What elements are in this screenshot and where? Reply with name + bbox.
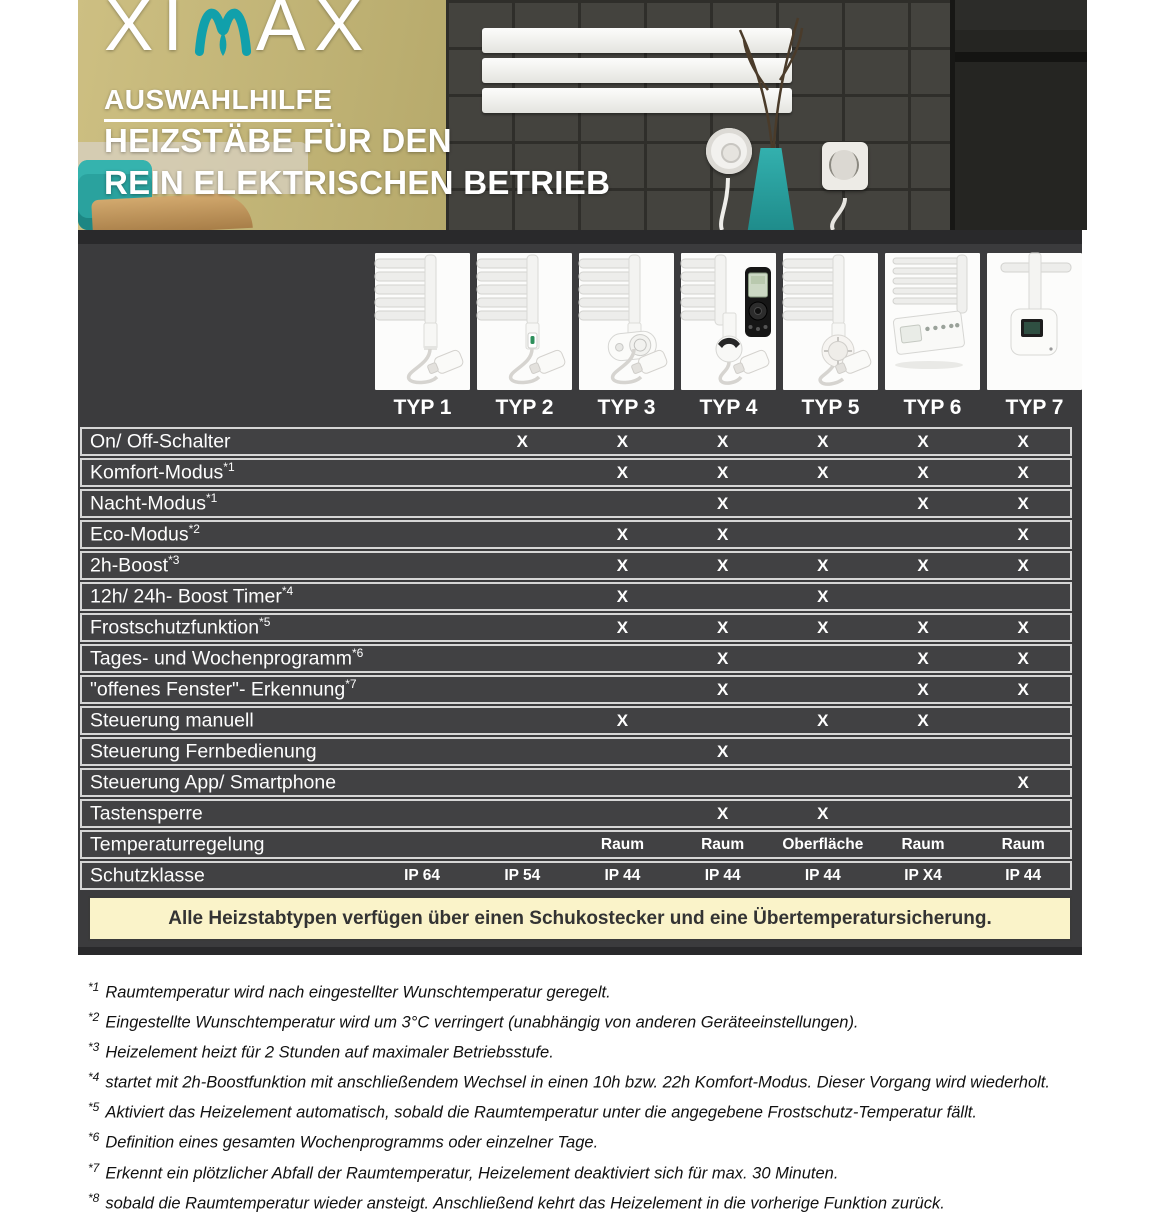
feature-cell-typ-4: X — [716, 679, 729, 699]
footnote-8: $^{*8}$ sobald die Raumtemperatur wieder ansteigt. Anschließend kehrt das Heizelement in die vorherige Funktion zurück. — [88, 1190, 945, 1213]
product-card-heating-rod-wall-box — [987, 253, 1082, 390]
feature-cell-typ-4: X — [716, 617, 729, 637]
hero-photo-banner — [78, 0, 1082, 230]
section-top-edge — [78, 230, 1082, 244]
feature-cell-typ-4: X — [716, 493, 729, 513]
feature-cell-typ-3: X — [616, 431, 629, 451]
heating-rod-switch-icon — [477, 253, 572, 390]
footnotes-section — [78, 979, 1092, 1213]
feature-label: Steuerung manuell — [90, 709, 254, 732]
feature-cell-typ-7: X — [1017, 431, 1029, 451]
feature-row-8 — [80, 644, 1072, 673]
feature-label: Tastensperre — [90, 802, 203, 825]
feature-cell-typ-7: X — [1017, 524, 1029, 544]
feature-label: Komfort-Modus$^{*1}$ — [90, 460, 235, 484]
feature-row-15 — [80, 861, 1072, 890]
feature-row-4 — [80, 520, 1072, 549]
footnote-5: $^{*5}$ Aktiviert das Heizelement automatisch, sobald die Raumtemperatur unter die angegebene Frostschutz-Temperatur fällt. — [88, 1100, 977, 1122]
feature-cell-typ-4: X — [716, 555, 729, 575]
column-header-typ-4: TYP 4 — [699, 396, 758, 419]
product-card-heating-rod-switch — [477, 253, 572, 390]
feature-cell-typ-7: Raum — [1001, 835, 1045, 853]
feature-cell-typ-5: X — [817, 462, 829, 482]
feature-cell-typ-4: X — [716, 431, 729, 451]
feature-label: Eco-Modus$^{*2}$ — [90, 522, 200, 546]
feature-cell-typ-7: X — [1017, 648, 1029, 668]
column-header-typ-2: TYP 2 — [495, 396, 554, 419]
feature-label: 12h/ 24h- Boost Timer$^{*4}$ — [90, 584, 294, 608]
product-card-heating-rod-dial-control — [579, 253, 674, 390]
hero-title-line-1: HEIZSTÄBE FÜR DEN — [104, 122, 452, 159]
hero-kicker: AUSWAHLHILFE — [104, 84, 332, 122]
feature-cell-typ-4: X — [716, 741, 729, 761]
column-header-typ-7: TYP 7 — [1005, 396, 1064, 419]
feature-cell-typ-4: Raum — [701, 835, 745, 853]
feature-cell-typ-5: X — [817, 710, 829, 730]
feature-cell-typ-6: X — [917, 431, 929, 451]
footnote-3: $^{*3}$ Heizelement heizt für 2 Stunden auf maximaler Betriebsstufe. — [88, 1040, 554, 1062]
heating-rod-remote-control-icon — [681, 253, 776, 390]
product-card-row — [375, 253, 1082, 390]
feature-cell-typ-2: X — [516, 431, 528, 451]
feature-cell-typ-6: X — [917, 555, 929, 575]
feature-row-11 — [80, 737, 1072, 766]
feature-row-2 — [80, 458, 1072, 487]
footnote-7: $^{*7}$ Erkennt ein plötzlicher Abfall der Raumtemperatur, Heizelement deaktiviert sich für max. 30 Minuten. — [88, 1160, 839, 1183]
feature-row-9 — [80, 675, 1072, 704]
feature-label: Steuerung App/ Smartphone — [90, 771, 337, 794]
feature-row-10 — [80, 706, 1072, 735]
feature-cell-typ-6: X — [917, 710, 929, 730]
logo-text-prefix: XI — [104, 0, 192, 66]
feature-cell-typ-6: X — [917, 648, 929, 668]
feature-row-5 — [80, 551, 1072, 580]
info-banner: Alle Heizstabtypen verfügen über einen Schukostecker und eine Übertemperatursicherung. — [88, 896, 1072, 941]
dark-furniture-decor — [950, 0, 1087, 230]
feature-cell-typ-3: X — [616, 710, 629, 730]
feature-cell-typ-7: X — [1017, 555, 1029, 575]
footnote-2: $^{*2}$ Eingestellte Wunschtemperatur wird um 3°C verringert (unabhängig von anderen Geräteeinstellungen). — [88, 1010, 859, 1032]
feature-cell-typ-6: Raum — [901, 835, 945, 853]
feature-label: On/ Off-Schalter — [90, 430, 231, 453]
feature-cell-typ-4: X — [716, 803, 729, 823]
feature-cell-typ-3: X — [616, 586, 629, 606]
feature-row-13 — [80, 799, 1072, 828]
feature-cell-typ-5: X — [817, 803, 829, 823]
feature-cell-typ-3: IP 44 — [604, 866, 641, 884]
branches-decor — [678, 0, 828, 160]
feature-cell-typ-3: X — [616, 555, 629, 575]
feature-label: Tages- und Wochenprogramm$^{*6}$ — [90, 646, 364, 670]
feature-cell-typ-7: IP 44 — [1005, 866, 1042, 884]
product-card-heating-rod-remote-control — [681, 253, 776, 390]
footnote-4: $^{*4}$ startet mit 2h-Boostfunktion mit anschließendem Wechsel in einen 10h bzw. 22h Komfort-Modus. Dieser Vorgang wird wiederholt. — [88, 1070, 1050, 1092]
footnote-1: $^{*1}$ Raumtemperatur wird nach eingestellter Wunschtemperatur geregelt. — [88, 980, 611, 1002]
hero-title-line-2: REIN ELEKTRISCHEN BETRIEB — [104, 164, 611, 201]
feature-matrix — [80, 427, 1072, 892]
feature-cell-typ-5: IP 44 — [804, 866, 841, 884]
feature-cell-typ-1: IP 64 — [404, 866, 441, 884]
column-header-typ-6: TYP 6 — [903, 396, 962, 419]
column-header-row — [375, 396, 1082, 420]
feature-cell-typ-2: IP 54 — [504, 866, 541, 884]
feature-cell-typ-4: X — [716, 524, 729, 544]
feature-cell-typ-6: X — [917, 493, 929, 513]
feature-cell-typ-4: X — [716, 462, 729, 482]
feature-cell-typ-7: X — [1017, 462, 1029, 482]
heating-rod-dial-control-icon — [579, 253, 674, 390]
feature-row-7 — [80, 613, 1072, 642]
feature-cell-typ-5: X — [817, 586, 829, 606]
feature-row-14 — [80, 830, 1072, 859]
feature-cell-typ-4: IP 44 — [704, 866, 741, 884]
feature-row-3 — [80, 489, 1072, 518]
feature-cell-typ-6: X — [917, 462, 929, 482]
feature-cell-typ-7: X — [1017, 617, 1029, 637]
product-card-heating-rod-control-panel — [885, 253, 980, 390]
wall-socket-decor — [822, 142, 868, 190]
product-card-heating-rod-thermostat-knob — [783, 253, 878, 390]
column-header-typ-3: TYP 3 — [597, 396, 656, 419]
feature-cell-typ-3: X — [616, 524, 629, 544]
feature-label: 2h-Boost$^{*3}$ — [90, 553, 180, 577]
feature-label: Frostschutzfunktion$^{*5}$ — [90, 615, 271, 639]
section-bottom-edge — [78, 947, 1082, 955]
feature-cell-typ-5: X — [817, 617, 829, 637]
feature-row-6 — [80, 582, 1072, 611]
feature-cell-typ-3: X — [616, 462, 629, 482]
feature-label: Steuerung Fernbedienung — [90, 740, 317, 763]
heating-rod-basic-icon — [375, 253, 470, 390]
feature-cell-typ-5: Oberfläche — [782, 835, 864, 853]
column-header-typ-5: TYP 5 — [801, 396, 860, 419]
heating-rod-thermostat-knob-icon — [783, 253, 878, 390]
feature-row-12 — [80, 768, 1072, 797]
feature-cell-typ-7: X — [1017, 772, 1029, 792]
feature-cell-typ-4: X — [716, 648, 729, 668]
feature-label: Temperaturregelung — [90, 833, 265, 856]
footnote-6: $^{*6}$ Definition eines gesamten Wochenprogramms oder einzelner Tage. — [88, 1130, 599, 1152]
feature-label: Nacht-Modus$^{*1}$ — [90, 491, 218, 515]
feature-cell-typ-5: X — [817, 555, 829, 575]
feature-cell-typ-6: X — [917, 679, 929, 699]
feature-cell-typ-3: X — [616, 617, 629, 637]
feature-cell-typ-7: X — [1017, 679, 1029, 699]
feature-cell-typ-6: IP X4 — [904, 866, 942, 884]
feature-row-1 — [80, 427, 1072, 456]
product-card-heating-rod-basic — [375, 253, 470, 390]
feature-label: "offenes Fenster"- Erkennung$^{*7}$ — [90, 677, 357, 701]
logo-text-suffix: AX — [255, 0, 373, 66]
comparison-table-section — [78, 230, 1082, 955]
column-header-typ-1: TYP 1 — [393, 396, 452, 419]
feature-cell-typ-5: X — [817, 431, 829, 451]
brand-logo — [104, 0, 373, 67]
feature-cell-typ-6: X — [917, 617, 929, 637]
feature-cell-typ-3: Raum — [600, 835, 644, 853]
feature-cell-typ-7: X — [1017, 493, 1029, 513]
logo-m-icon — [194, 0, 252, 59]
heating-rod-control-panel-icon — [885, 253, 980, 390]
heating-rod-wall-box-icon — [987, 253, 1082, 390]
feature-label: Schutzklasse — [90, 864, 205, 887]
